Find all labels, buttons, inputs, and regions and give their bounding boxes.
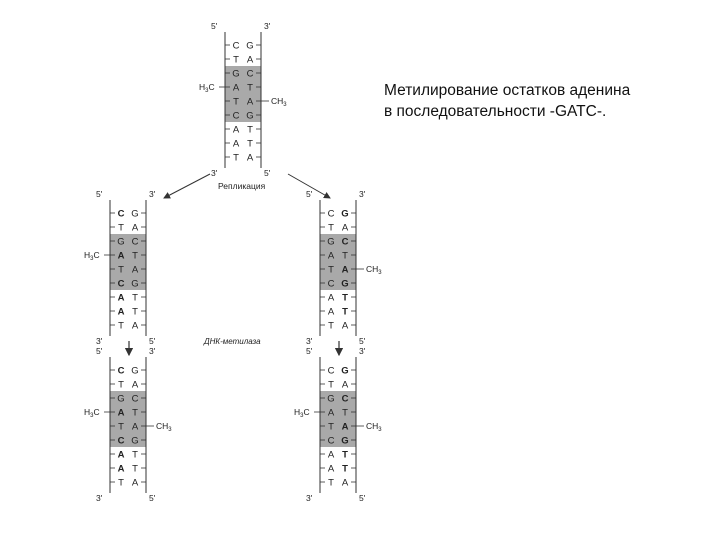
- end-label-top-left: 5': [96, 189, 103, 199]
- gatc-highlight: [225, 66, 261, 122]
- end-label-top-right: 3': [359, 346, 366, 356]
- base-right: A: [341, 421, 349, 433]
- base-right: G: [131, 208, 139, 220]
- base-left: T: [328, 320, 334, 332]
- base-right: G: [131, 365, 139, 377]
- base-left: G: [117, 393, 125, 405]
- base-right: G: [341, 208, 349, 220]
- end-label-bottom-left: 3': [96, 336, 103, 346]
- base-right: T: [132, 407, 138, 419]
- end-label-top-right: 3': [264, 21, 271, 31]
- base-left: T: [328, 222, 334, 234]
- base-right: C: [341, 236, 349, 248]
- end-label-top-right: 3': [359, 189, 366, 199]
- methyl-group-right: $CH_3$: [156, 421, 172, 433]
- base-right: A: [131, 379, 139, 391]
- base-left: C: [117, 435, 125, 447]
- base-left: T: [233, 152, 239, 164]
- daughter-duplex-right: [306, 189, 382, 346]
- base-left: C: [327, 278, 335, 290]
- base-left: A: [117, 449, 125, 461]
- methyl-group-left: $H_3C$: [199, 82, 215, 94]
- daughter-duplex-left: [84, 189, 156, 346]
- base-left: T: [233, 54, 239, 66]
- base-right: A: [341, 477, 349, 489]
- base-right: T: [342, 449, 348, 461]
- base-right: T: [342, 463, 348, 475]
- base-left: A: [327, 463, 335, 475]
- base-left: A: [117, 407, 125, 419]
- base-right: T: [132, 449, 138, 461]
- base-right: T: [247, 138, 253, 150]
- base-left: C: [232, 110, 240, 122]
- base-right: A: [131, 320, 139, 332]
- base-left: T: [118, 379, 124, 391]
- base-right: A: [131, 477, 139, 489]
- gatc-highlight: [110, 234, 146, 290]
- methylated-duplex-left: [84, 346, 172, 503]
- base-right: C: [341, 393, 349, 405]
- base-left: A: [117, 292, 125, 304]
- base-left: T: [233, 96, 239, 108]
- base-left: G: [327, 393, 335, 405]
- base-right: A: [246, 96, 254, 108]
- base-right: T: [247, 124, 253, 136]
- end-label-bottom-right: 5': [359, 336, 366, 346]
- base-right: G: [246, 110, 254, 122]
- methylase-label: ДНК-метилаза: [204, 337, 261, 346]
- base-right: G: [341, 435, 349, 447]
- base-right: A: [246, 152, 254, 164]
- gatc-highlight: [110, 391, 146, 447]
- end-label-bottom-left: 3': [306, 336, 313, 346]
- base-right: T: [132, 250, 138, 262]
- base-left: C: [232, 40, 240, 52]
- methyl-group-left: $H_3C$: [84, 407, 100, 419]
- base-right: T: [342, 407, 348, 419]
- base-left: A: [232, 124, 240, 136]
- base-left: C: [327, 365, 335, 377]
- base-left: C: [117, 365, 125, 377]
- base-left: A: [327, 292, 335, 304]
- base-right: C: [131, 236, 139, 248]
- caption-line-1: Метилирование остатков аденина: [384, 82, 631, 99]
- methyl-group-left: $H_3C$: [294, 407, 310, 419]
- base-left: T: [118, 421, 124, 433]
- end-label-top-left: 5': [306, 346, 313, 356]
- base-left: T: [328, 477, 334, 489]
- end-label-bottom-right: 5': [359, 493, 366, 503]
- base-left: G: [232, 68, 240, 80]
- base-right: T: [132, 306, 138, 318]
- base-left: A: [327, 449, 335, 461]
- end-label-top-left: 5': [306, 189, 313, 199]
- methyl-group-left: $H_3C$: [84, 250, 100, 262]
- base-left: A: [327, 250, 335, 262]
- base-right: G: [341, 365, 349, 377]
- base-left: A: [117, 463, 125, 475]
- parent-duplex: [199, 21, 287, 178]
- end-label-top-left: 5': [96, 346, 103, 356]
- base-right: T: [247, 82, 253, 94]
- base-left: G: [327, 236, 335, 248]
- base-right: C: [131, 393, 139, 405]
- base-right: G: [131, 435, 139, 447]
- replication-label: Репликация: [218, 181, 266, 191]
- base-left: A: [117, 306, 125, 318]
- base-left: C: [327, 435, 335, 447]
- replication-arrow-left: [164, 174, 210, 198]
- base-right: T: [132, 463, 138, 475]
- base-right: T: [342, 306, 348, 318]
- base-right: A: [131, 222, 139, 234]
- methyl-group-right: $CH_3$: [366, 264, 382, 276]
- end-label-bottom-left: 3': [211, 168, 218, 178]
- base-right: G: [341, 278, 349, 290]
- base-left: A: [117, 250, 125, 262]
- caption-line-2: в последовательности -GATC-.: [384, 103, 607, 120]
- end-label-bottom-right: 5': [264, 168, 271, 178]
- base-right: A: [341, 379, 349, 391]
- base-right: C: [246, 68, 254, 80]
- base-right: G: [131, 278, 139, 290]
- base-right: T: [342, 292, 348, 304]
- gatc-highlight: [320, 391, 356, 447]
- base-right: T: [342, 250, 348, 262]
- base-right: T: [132, 292, 138, 304]
- end-label-bottom-right: 5': [149, 336, 156, 346]
- base-left: T: [118, 222, 124, 234]
- base-left: T: [118, 477, 124, 489]
- base-right: A: [131, 264, 139, 276]
- caption: [384, 80, 704, 122]
- base-right: A: [341, 320, 349, 332]
- base-left: A: [232, 138, 240, 150]
- base-right: A: [341, 264, 349, 276]
- end-label-top-right: 3': [149, 189, 156, 199]
- base-left: C: [117, 278, 125, 290]
- base-left: T: [328, 379, 334, 391]
- end-label-top-right: 3': [149, 346, 156, 356]
- base-right: A: [341, 222, 349, 234]
- methyl-group-right: $CH_3$: [366, 421, 382, 433]
- end-label-top-left: 5': [211, 21, 218, 31]
- base-left: T: [328, 264, 334, 276]
- base-left: C: [117, 208, 125, 220]
- end-label-bottom-right: 5': [149, 493, 156, 503]
- base-left: A: [327, 306, 335, 318]
- end-label-bottom-left: 3': [306, 493, 313, 503]
- base-left: C: [327, 208, 335, 220]
- base-left: A: [327, 407, 335, 419]
- base-right: G: [246, 40, 254, 52]
- base-right: A: [131, 421, 139, 433]
- methylated-duplex-right: [294, 346, 382, 503]
- end-label-bottom-left: 3': [96, 493, 103, 503]
- base-left: T: [118, 320, 124, 332]
- base-left: G: [117, 236, 125, 248]
- base-right: A: [246, 54, 254, 66]
- gatc-highlight: [320, 234, 356, 290]
- base-left: A: [232, 82, 240, 94]
- methyl-group-right: $CH_3$: [271, 96, 287, 108]
- base-left: T: [118, 264, 124, 276]
- base-left: T: [328, 421, 334, 433]
